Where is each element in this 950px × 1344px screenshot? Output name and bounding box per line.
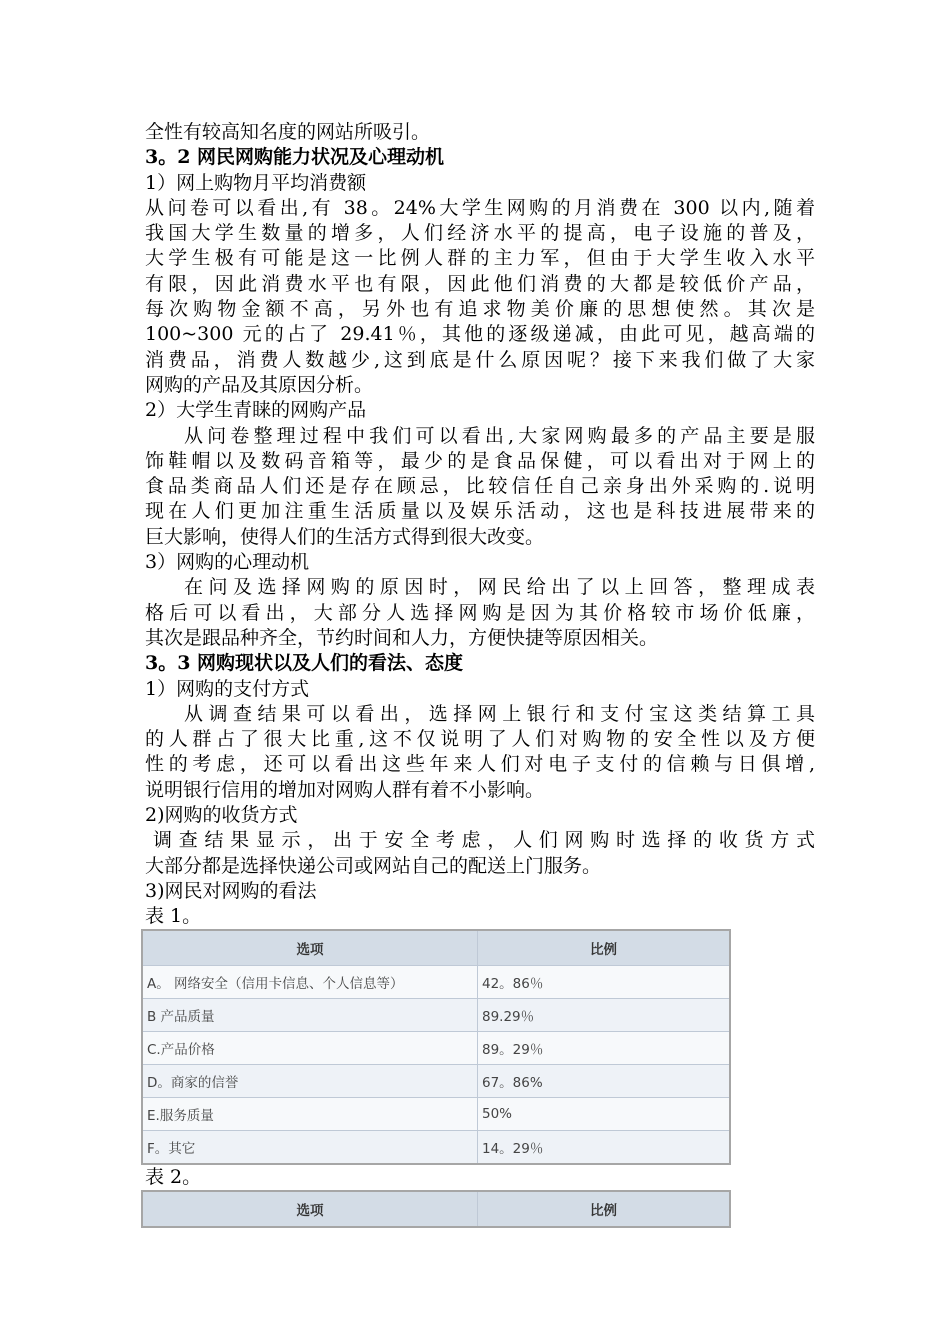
text-line: 1）网上购物月平均消费额	[145, 171, 367, 194]
text-line: 3）网购的心理动机	[145, 551, 310, 574]
text-line: 从问卷可以看出,有 38。24%大学生网购的月消费在 300 以内,随着	[145, 196, 815, 219]
section-heading: 3。3 网购现状以及人们的看法、态度	[145, 652, 464, 675]
text-line: 说明银行信用的增加对网购人群有着不小影响。	[145, 778, 545, 801]
table-cell: F。其它	[142, 1131, 478, 1165]
text-line: 网购的产品及其原因分析。	[145, 373, 374, 396]
text-line: 100~300 元的占了 29.41％，其他的逐级递减，由此可见，越高端的	[145, 323, 815, 346]
text-line: 大学生极有可能是这一比例人群的主力军，但由于大学生收入水平	[145, 247, 815, 270]
text-line: 有限，因此消费水平也有限，因此他们消费的大都是较低价产品，	[145, 272, 815, 295]
table1-header-ratio: 比例	[478, 930, 731, 966]
text-line: 每次购物金额不高，另外也有追求物美价廉的思想使然。其次是	[145, 298, 815, 321]
table-row	[142, 1032, 730, 1065]
text-line: 大部分都是选择快递公司或网站自己的配送上门服务。	[145, 854, 602, 877]
text-line: 2)网购的收货方式	[145, 804, 298, 827]
table2-header-row	[142, 1191, 730, 1227]
table-cell: 50%	[478, 1098, 731, 1131]
table-cell: D。商家的信誉	[142, 1065, 478, 1098]
table-row	[142, 999, 730, 1032]
table2	[141, 1190, 731, 1228]
table1-caption: 表 1。	[145, 905, 202, 928]
section-heading: 3。2 网民网购能力状况及心理动机	[145, 146, 445, 169]
table2-header-option: 选项	[142, 1191, 478, 1227]
text-line: 在问及选择网购的原因时，网民给出了以上回答，整理成表	[184, 576, 815, 599]
table-cell: 89。29％	[478, 1032, 731, 1065]
table-cell: 67。86%	[478, 1065, 731, 1098]
table-cell: 14。29％	[478, 1131, 731, 1165]
table-row	[142, 1098, 730, 1131]
text-line: 3)网民对网购的看法	[145, 879, 317, 902]
table-cell: C.产品价格	[142, 1032, 478, 1065]
text-line: 饰鞋帽以及数码音箱等，最少的是食品保健，可以看出对于网上的	[145, 449, 815, 472]
table1-header-row	[142, 930, 730, 966]
text-line: 2）大学生青睐的网购产品	[145, 399, 367, 422]
text-line: 我国大学生数量的增多，人们经济水平的提高，电子设施的普及，	[145, 222, 815, 245]
table-row	[142, 1131, 730, 1165]
table1	[141, 929, 731, 1165]
table1-header-option: 选项	[142, 930, 478, 966]
document-page	[145, 120, 815, 1228]
table-cell: 42。86％	[478, 966, 731, 999]
text-line: 其次是跟品种齐全，节约时间和人力，方便快捷等原因相关。	[145, 626, 659, 649]
text-line: 从问卷整理过程中我们可以看出,大家网购最多的产品主要是服	[184, 424, 815, 447]
text-line: 现在人们更加注重生活质量以及娱乐活动，这也是科技进展带来的	[145, 500, 815, 523]
text-line: 从调查结果可以看出，选择网上银行和支付宝这类结算工具	[184, 702, 815, 725]
table2-caption: 表 2。	[145, 1166, 202, 1189]
text-line: 消费品，消费人数越少,这到底是什么原因呢？接下来我们做了大家	[145, 348, 815, 371]
text-line: 食品类商品人们还是存在顾忌，比较信任自己亲身出外采购的.说明	[145, 475, 815, 498]
table2-header-ratio: 比例	[478, 1191, 731, 1227]
text-line: 调查结果显示，出于安全考虑，人们网购时选择的收货方式	[153, 829, 815, 852]
text-line: 1）网购的支付方式	[145, 677, 310, 700]
text-line: 的人群占了很大比重,这不仅说明了人们对购物的安全性以及方便	[145, 728, 815, 751]
table-row	[142, 966, 730, 999]
text-line: 格后可以看出，大部分人选择网购是因为其价格较市场价低廉，	[145, 601, 815, 624]
text-line: 全性有较高知名度的网站所吸引。	[145, 121, 431, 143]
table-cell: B 产品质量	[142, 999, 478, 1032]
body-text	[145, 120, 815, 904]
table-row	[142, 1065, 730, 1098]
text-line: 巨大影响，使得人们的生活方式得到很大改变。	[145, 525, 545, 548]
table-cell: A。 网络安全（信用卡信息、个人信息等）	[142, 966, 478, 999]
text-line: 性的考虑，还可以看出这些年来人们对电子支付的信赖与日俱增,	[145, 753, 815, 776]
table-cell: E.服务质量	[142, 1098, 478, 1131]
table-cell: 89.29％	[478, 999, 731, 1032]
